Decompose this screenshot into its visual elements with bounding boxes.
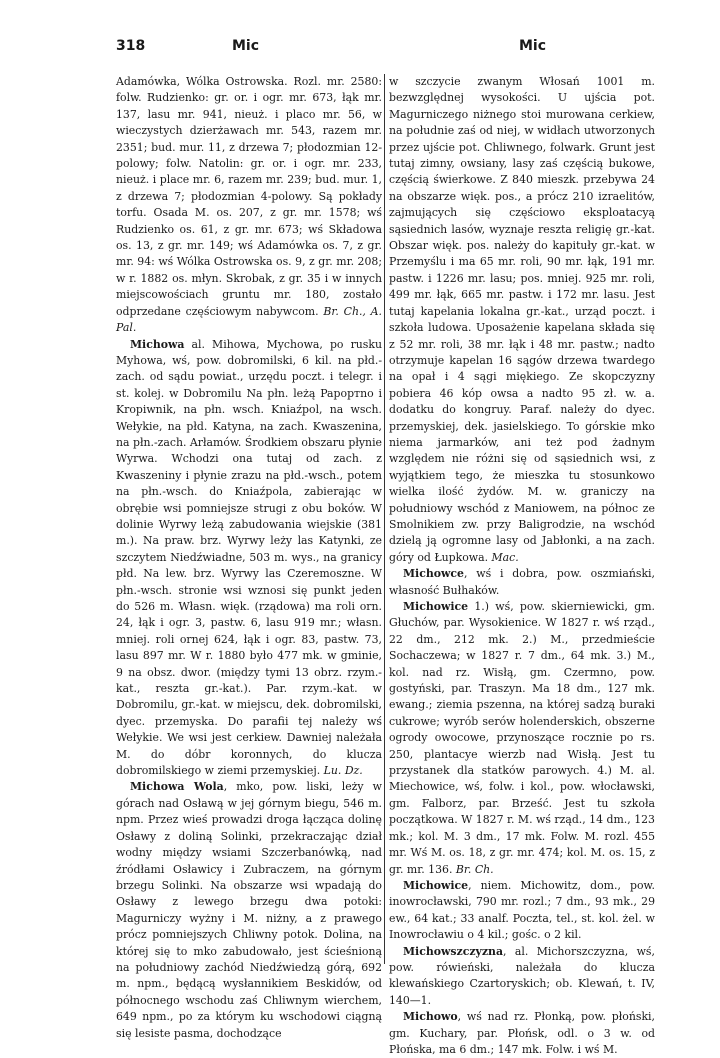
entry-headword: Michowszczyzna bbox=[403, 944, 503, 958]
entry-paragraph bbox=[389, 944, 655, 1010]
entry-paragraph bbox=[389, 1009, 655, 1058]
entry-paragraph bbox=[116, 74, 382, 337]
entry-headword: Michowo bbox=[403, 1010, 458, 1024]
entry-paragraph bbox=[389, 566, 655, 599]
entry-text: , mko, pow. liski, leży w górach nad Osławą w jej górnym biegu, 546 m. npm. Przez wieś prowadzi droga łącząca dolinę Osławy z doliną Solinki, przekraczając dział wodny między wsiami Szczerbanówką, nad źródłami Osławicy i Zubraczem, na górnym brzegu Solinki. Na obszarze wsi wpadają do Osławy z lewego brzegu dwa potoki: Magurniczy wyżny i M. niżny, a z prawego prócz pomniejszych Chliwny potok. Dolina, na której się to mko zabudowało, jest ścieśnioną na południowy zachód Niedźwiedzą górą, 692 m. npm., będącą wysłannikiem Beskidów, od północnego wschodu zaś Chliwnym wierchem, 649 npm., po za którym ku wschodowi ciągną się lesiste pasma, dochodzące bbox=[116, 780, 382, 1040]
entry-paragraph bbox=[389, 74, 655, 566]
author-signature: Mac. bbox=[491, 550, 519, 564]
entry-text: , wś nad rz. Płonką, pow. płoński, gm. Kuchary, par. Płońsk, odl. o 3 w. od Płońska, ma 6 dm.; 147 mk. Folw. i wś M. bbox=[389, 1010, 655, 1056]
entry-headword: Michowce bbox=[403, 567, 464, 581]
entry-paragraph bbox=[389, 878, 655, 944]
page-number: 318 bbox=[116, 38, 146, 54]
entry-headword: Michowa Wola bbox=[130, 780, 224, 794]
entry-text: , al. Michorszczyzna, wś, pow. rówieński, należała do klucza klewańskiego Czartoryskich; ob. Klewań, t. IV, 140—1. bbox=[389, 944, 655, 1007]
author-signature: Br. Ch. bbox=[455, 862, 494, 876]
entry-text: , wś i dobra, pow. oszmiański, własność Bułhaków. bbox=[389, 567, 655, 597]
entry-paragraph bbox=[116, 779, 382, 1042]
author-signature: Lu. Dz. bbox=[323, 764, 363, 778]
entry-headword: Michowice bbox=[403, 878, 469, 892]
entry-text: al. Mihowa, Mychowa, po rusku Myhowa, wś, pow. dobromilski, 6 kil. na płd.-zach. od sądu powiat., urzędu poczt. i telegr. i st. kolej. w Dobromilu Na płn. leżą Papортno i Kropiwnik, na płn. wsch. Kniaźpol, na wsch. Wełykie, na płd. Katyna, na zach. Kwaszenina, na płn.-zach. Arłamów. Środkiem obszaru płynie Wyrwa. Wchodzi ona tutaj od zach. z Kwaszeniny i płynie zrazu na płd.-wsch., potem na płn.-wsch. do Kniaźpola, zabierając w obrębie wsi pomniejsze strugi z obu boków. W dolinie Wyrwy leżą zabudowania wiejskie (381 m.). Na praw. brz. Wyrwy leży las Katynki, ze szczytem Niedźwiadne, 503 m. wys., na granicy płd. Na lew. brz. Wyrwy las Czeremoszne. W płn.-wsch. stronie wsi wznosi się punkt jeden do 526 m. Własn. więk. (rządowa) ma roli orn. 24, łąk i ogr. 3, pastw. 6, lasu 919 mr.; własn. mniej. roli ornej 624, łąk i ogr. 83, pastw. 73, lasu 897 mr. W r. 1880 było 477 mk. w gminie, 9 na obsz. dwor. (między tymi 13 obrz. rzym.-kat., reszta gr.-kat.). Par. rzym.-kat. w Dobromilu, gr.-kat. w miejscu, dek. dobromilski, dyec. przemyska. Do parafii tej należy wś Wełykie. We wsi jest cerkiew. Dawniej należała M. do dóbr koronnych, do klucza dobromilskiego w ziemi przemyskiej. bbox=[116, 337, 382, 778]
entry-headword: Michowa bbox=[130, 337, 185, 351]
column-divider bbox=[384, 74, 385, 964]
entry-text: w szczycie zwanym Włosań 1001 m. bezwzględnej wysokości. U ujścia pot. Magurniczego niżnego stoi murowana cerkiew, na południe zaś od niej, w widłach utworzonych przez ujście pot. Chliwnego, folwark. Grunt jest tutaj zimny, owsiany, lasy zaś częścią bukowe, częścią świerkowe. Z 840 mieszk. przebywa 24 na obszarze więk. pos., a prócz 210 izraelitów, zajmujących się częściowo eksploatacyą sąsiednich lasów, wyznaje reszta religię gr.-kat. Obszar więk. pos. należy do kapituły gr.-kat. w Przemyślu i ma 65 mr. roli, 90 mr. łąk, 191 mr. pastw. i 1226 mr. lasu; pos. mniej. 925 mr. roli, 499 mr. łąk, 665 mr. pastw. i 172 mr. lasu. Jest tutaj kapelania lokalna gr.-kat., urząd poczt. i szkoła ludowa. Uposażenie kapelana składa się z 52 mr. roli, 38 mr. łąk i 48 mr. pastw.; nadto otrzymuje kapelan 16 sągów drzewa twardego na opał i 4 sągi miękiego. Ze skopczyzny pobiera 46 kóp owsa a nadto 95 zł. w. a. dodatku do kongruy. Paraf. należy do dyec. przemyskiej, dek. jasielskiego. To górskie mko niema jarmarków, ani też pod żadnym względem nie różni się od sąsiednich wsi, z wyjątkiem tego, że mieszka tu stosunkowo wielka ilość żydów. M. w. graniczy na południowy wschód z Maniowem, na północ ze Smolnikiem zw. przy Baligrodzie, na wschód dzielą ją ogromne lasy od Jabłonki, a na zach. góry od Łupkowa. bbox=[389, 75, 655, 564]
running-header bbox=[0, 38, 720, 58]
running-head-left: Mic bbox=[232, 38, 260, 54]
right-column bbox=[389, 74, 655, 1058]
entry-text: 1.) wś, pow. skierniewicki, gm. Głuchów, par. Wysokienice. W 1827 r. wś rząd., 22 dm., 212 mk. 2.) M., przedmieście Sochaczewa; w 1827 r. 7 dm., 64 mk. 3.) M., kol. nad rz. Wisłą, gm. Czermno, pow. gostyński, par. Traszyn. Ma 18 dm., 127 mk. ewang.; ziemia pszenna, na której sadzą buraki cukrowe; wyrób serów holenderskich, obszerne ogrody owocowe, przynoszące rocznie po rs. 250, plantacye wierzb nad Wisłą. Jest tu przystanek dla statków parowych. 4.) M. al. Miechowice, wś, folw. i kol., pow. włocławski, gm. Falborz, par. Brześć. Jest tu szkoła początkowa. W 1827 r. M. wś rząd., 14 dm., 123 mk.; kol. M. 3 dm., 17 mk. Folw. M. rozl. 455 mr. Wś M. os. 18, z gr. mr. 474; kol. M. os. 15, z gr. mr. 136. bbox=[389, 600, 655, 876]
left-column bbox=[116, 74, 382, 1042]
entry-text: Adamówka, Wólka Ostrowska. Rozl. mr. 2580: folw. Rudzienko: gr. or. i ogr. mr. 673, łąk mr. 137, lasu mr. 941, nieuż. i placo mr. 56, w wieczystych dzierżawach mr. 543, razem mr. 2351; bud. mur. 11, z drzewa 7; płodozmian 12-polowy; folw. Natolin: gr. or. i ogr. mr. 233, nieuż. i place mr. 6, razem mr. 239; bud. mur. 1, z drzewa 7; płodozmian 4-polowy. Są pokłady torfu. Osada M. os. 207, z gr. mr. 1578; wś Rudzienko os. 61, z gr. mr. 673; wś Składowa os. 13, z gr. mr. 149; wś Adamówka os. 7, z gr. mr. 94: wś Wólka Ostrowska os. 9, z gr. mr. 208; w r. 1882 os. młyn. Skrobak, z gr. 35 i w innych miejscowościach gruntu mr. 180, zostało odprzedane częściowym nabywcom. bbox=[116, 75, 382, 318]
entry-text: , niem. Michowitz, dom., pow. inowrocławski, 790 mr. rozl.; 7 dm., 93 mk., 29 ew., 64 kat.; 33 analf. Poczta, tel., st. kol. żel. w Inowrocławiu o 4 kil.; gośc. o 2 kil. bbox=[389, 878, 655, 942]
author-signature: Br. Ch., A. Pal. bbox=[116, 304, 382, 335]
entry-headword: Michowice bbox=[403, 600, 469, 613]
entry-paragraph bbox=[116, 337, 382, 780]
entry-paragraph bbox=[389, 599, 655, 878]
running-head-right: Mic bbox=[519, 38, 547, 54]
